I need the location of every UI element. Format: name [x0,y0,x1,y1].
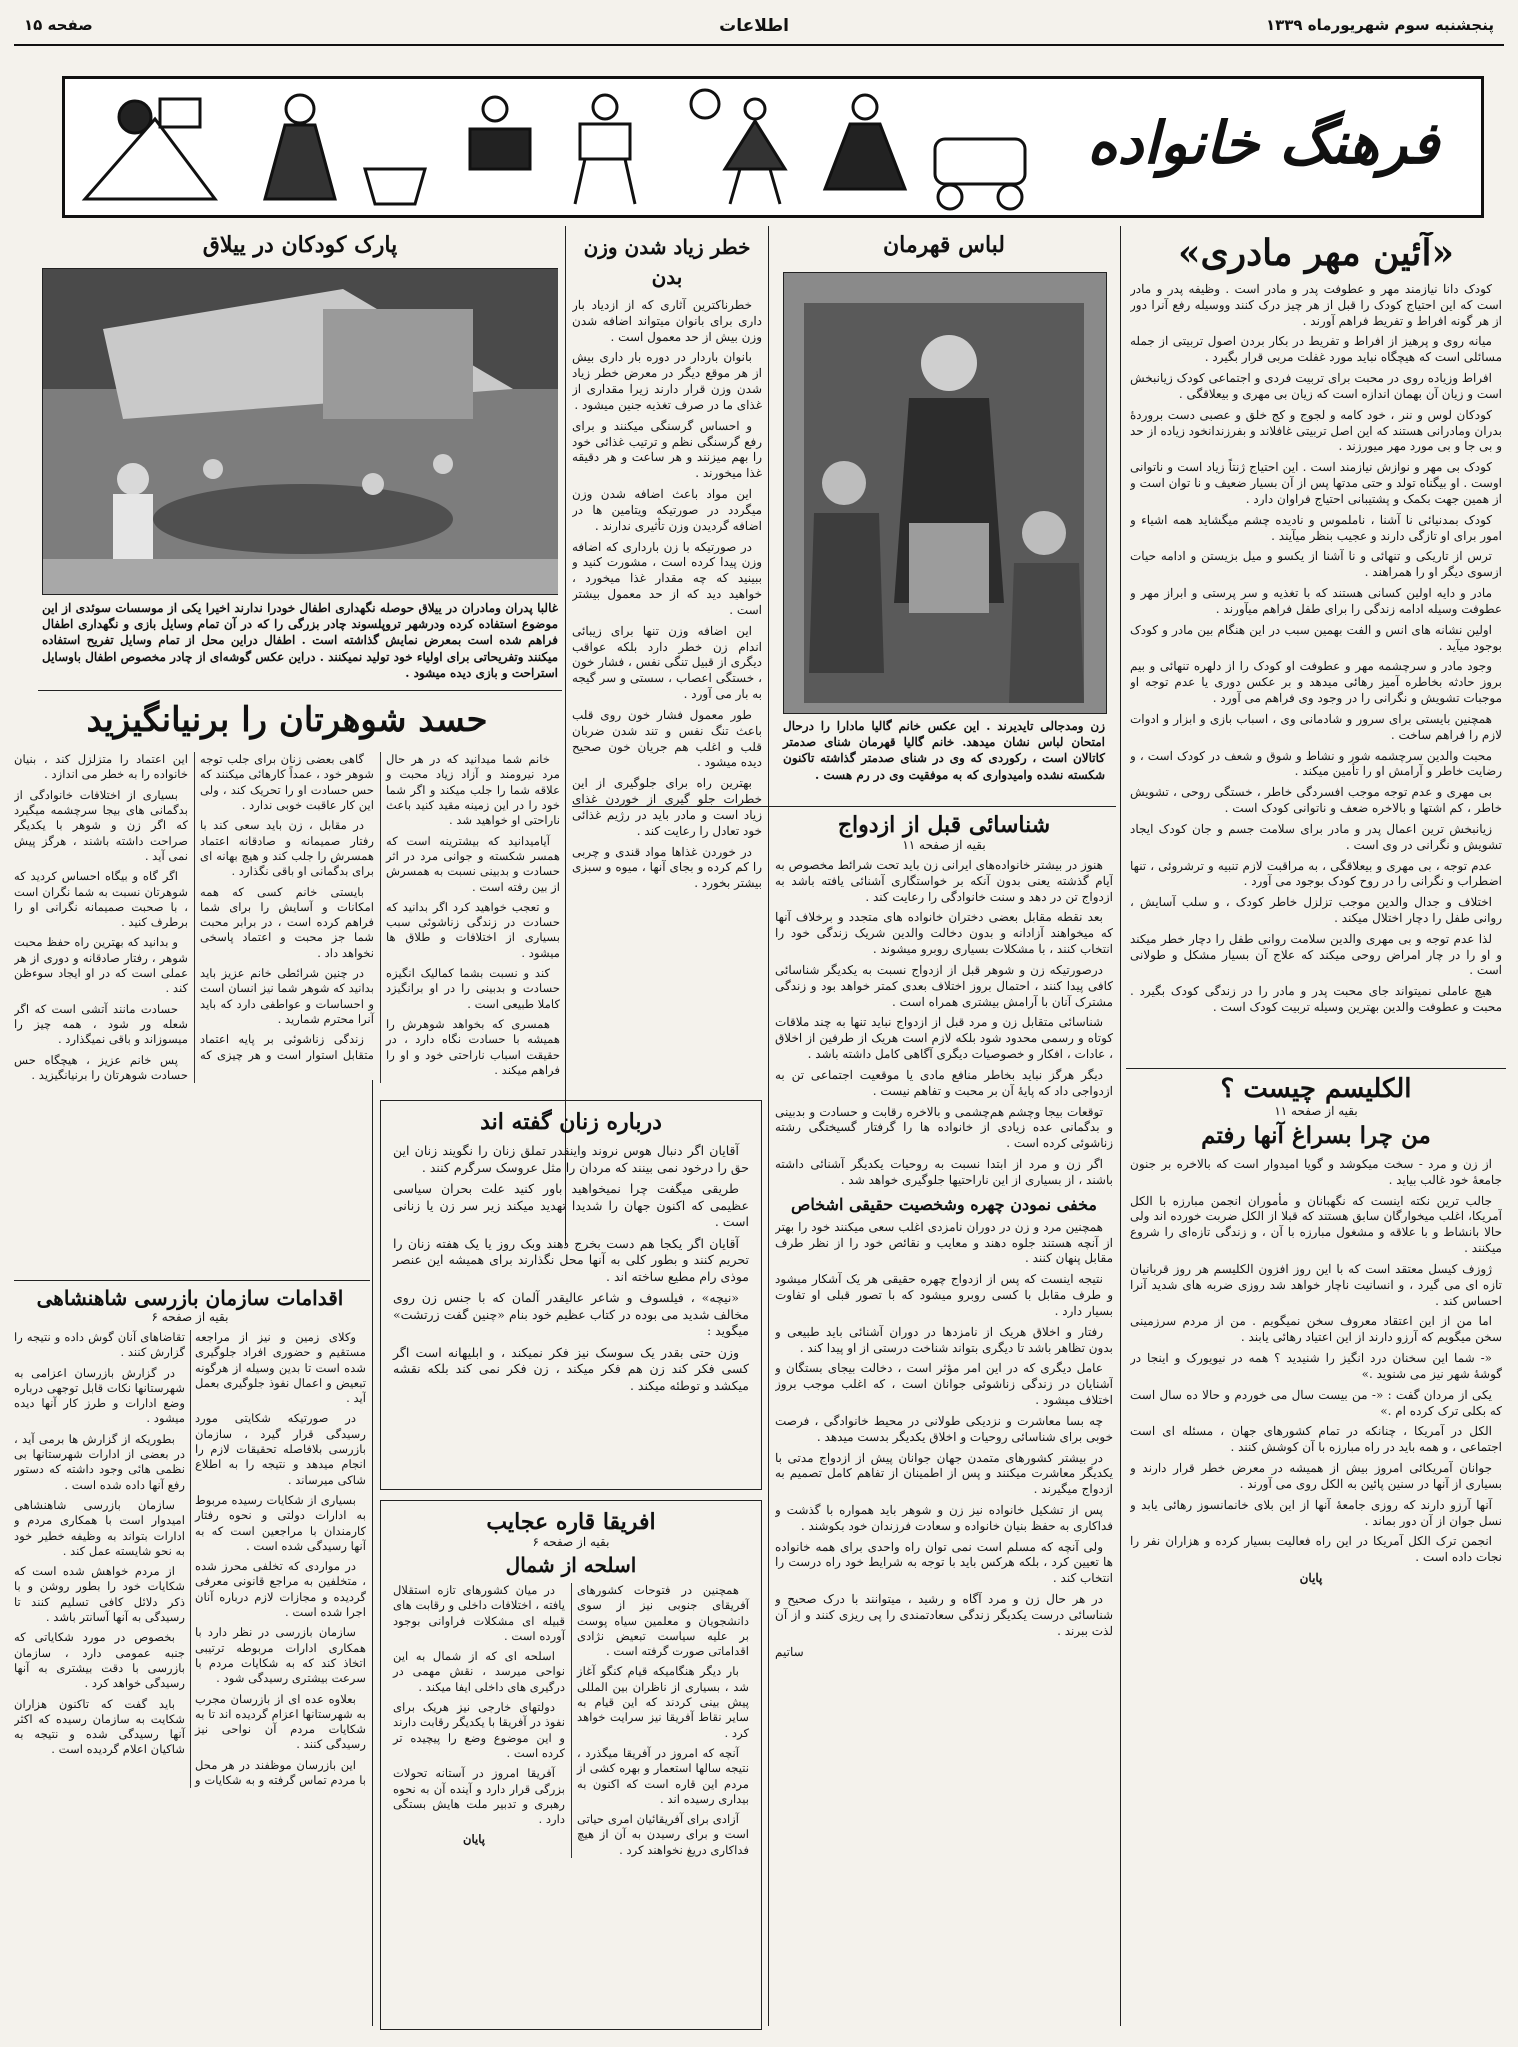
paragraph: کند و نسبت بشما کمالیک انگیزه حسادت و بدبینی را در او برانگیزد کاملا طبیعی است . [386,966,560,1011]
paragraph: در مقابل ، زن باید سعی کند با رفتار صمیمانه و صادقانه اعتماد همسرش را جلب کند و هیچ بهانه ای برای بدگمانی او باقی نگذارد . [200,818,374,879]
paragraph: چه بسا معاشرت و نزدیکی طولانی در محیط خانوادگی ، فرصت خوبی برای شناسائی روحیات و اخلاق یکدیگر بدست میدهد . [775,1413,1113,1444]
article-alcoholism-body [1130,1157,1502,1587]
faces-subheading: مخفی نمودن چهره وشخصیت حقیقی اشخاص [790,1194,1097,1214]
article-women-quotes [380,1100,762,1490]
paragraph: هیچ عاملی نمیتواند جای محبت پدر و مادر را در زندگی کودک بگیرد . محبت و عطوفت والدین بهترین وسیله تربیت کودک است . [1130,984,1502,1015]
paragraph: در مواردی که تخلفی محرز شده ، متخلفین به مراجع قانونی معرفی گردیده و مجازات لازم درباره آنان اجرا شده است . [195,1559,366,1620]
park-caption: غالبا پدران ومادران در ییلاق حوصله نگهداری اطفال خودرا ندارند اخیرا یکی از موسسات سوئدی از این موضوع استفاده کرده ودرشهر تروپلسوند چادر بزرگی را که در آن تمام وسایل بازی و نگهداری اطفال فراهم شده است بمعرض نمایش گذاشته است . اطفال دراین محل از تمام وسایل تفریح استفاده میکنند وتفریحاتی برای اولیاء خود تولید نمیکنند . دراین عکس گوشه‌ای از چادر مخصوص اطفال باوسایل استراحت و بازی دیده میشود . [42,601,558,680]
section-banner [62,76,1484,218]
paragraph: آنچه که امروز در آفریقا میگذرد ، نتیجه سالها استعمار و بهره کشی از مردم این قاره است که اکنون به بیداری رسیده اند . [577,1745,749,1806]
article-weight-title: خطر زیاد شدن وزن بدن [583,235,751,289]
paragraph: کودک بی مهر و نوازش نیازمند است . این احتیاج ژنتاً زیاد است و ناتوانی اوست . او بیگناه تولد و حتی مدتها پس از آن بسیار ضعیف و نا توان است و از همین جهت بکمک و پشتیبانی احتیاج فراوان دارد . [1130,460,1502,506]
paragraph: آنها آرزو دارند که روزی جامعهٔ آنها از این بلای خانمانسوز رهائی یابد و نسل جوان از آن دور بماند . [1130,1497,1502,1528]
paragraph: یکی از مردان گفت : «- من بیست سال می خوردم و حالا ده سال است که بکلی ترک کرده ام .» [1130,1387,1502,1418]
paragraph: همچنین بایستی برای سرور و شادمانی وی ، اسباب بازی و ابزار و ادوات لازم را فراهم ساخت . [1130,711,1502,742]
header-page-number: صفحه ۱۵ [24,16,93,34]
paragraph: توقعات بیجا وچشم هم‌چشمی و بالاخره رقابت و حسادت و بدبینی و بدگمانی عده زیادی از خانواده ها را گرفتار گسیختگی رشته زناشوئی کرده است . [775,1104,1113,1151]
paragraph: محبت والدین سرچشمه شور و نشاط و شوق و شعف در کودک است ، و رضایت خاطر و آرامش او را تأمین میکند . [1130,748,1502,779]
paragraph: گاهی بعضی زنان برای جلب توجه شوهر خود ، عمداً کارهائی میکنند که حس حسادت او را تحریک کند ، ولی این کار عاقبت خوبی ندارد . [200,752,374,813]
paragraph: جوانان آمریکائی امروز بیش از همیشه در معرض خطر قرار دارند و بسیاری از آنها در سنین پائین به الکل روی می آورند . [1130,1461,1502,1491]
banner-title: فرهنگ خانواده [1087,109,1439,177]
article-premarital-title: شناسائی قبل از ازدواج [837,812,1051,838]
paragraph: همچنین مرد و زن در دوران نامزدی اغلب سعی میکنند خود را بهتر از آنچه هستند جلوه دهند و معایب و نقائص خود را از نظر طرف مقابل پنهان کنند . [775,1219,1113,1266]
paragraph: در خوردن غذاها مواد قندی و چربی را کم کرده و بجای آنها ، میوه و سبزی بیشتر بخورد . [572,844,762,891]
paragraph: اسلحه ای که از شمال به این نواحی میرسد ، نقش مهمی در درگیری های داخلی ایفا میکند . [393,1649,565,1694]
paragraph: در میان کشورهای تازه استقلال یافته ، اختلافات داخلی و رقابت های قبیله ای مشکلات فراوانی بوجود آورده است . [393,1583,565,1643]
paragraph: در چنین شرائطی خانم عزیز باید بدانید که شوهر شما نیز انسان است و احساسات و عواطفی دارد که باید آنرا محترم شمارید . [200,966,374,1026]
quote: آقایان اگر یکجا هم دست بخرج دهند وبک روز یا یک هفته زنان را تحریم کنند و بطور کلی به آنها محل نگذارند برای همیشه این عنصر موذی رام مطیع ساخته اند . [393,1235,749,1284]
quote: آقایان اگر دنبال هوس نروند واینقدر تملق زنان را نگویند زنان این حق را درخود نمی بینند که مردان را مثل عروسک سرگرم کنند . [393,1143,749,1175]
continued-note: بقیه از صفحه ۶ [532,1535,610,1549]
paragraph: همچنین در فتوحات کشورهای آفریقای جنوبی نیز از سوی دانشجویان و معلمین سیاه پوست بر علیه سیاست تبعیض نژادی اقداماتی صورت گرفته است . [577,1583,749,1659]
author-signature: ساتیم [775,1644,804,1659]
column-divider-2 [768,226,769,1246]
paragraph: زیانبخش ترین اعمال پدر و مادر برای سلامت جسم و جان کودک ایجاد تشویش و نگرانی در وی است . [1130,821,1502,852]
article-premarital-body [775,858,1113,1189]
paragraph: طور معمول فشار خون روی قلب باعث تنگ نفس و تند شدن ضربان قلب و اغلب هم جریان خون صحیح دیده میشود . [572,707,762,770]
article-women-quotes-body [393,1143,749,1394]
paragraph: عدم توجه ، بی مهری و بیعلاقگی ، به مراقبت لازم تنبیه و ترشروئی ، تنها اضطراب و نگرانی را در روح کودک بوجود می آورد . [1130,858,1502,889]
paragraph: جالب ترین نکته اینست که نگهبانان و مأموران انجمن مبارزه با الکل آمریکا، اغلب میخوارگان سابق هستند که قبلا از الکل ضربت خورده اند ولی حالا بانشاط و با علاقه و مشغول مبارزه با آن ، و زندگی تازه‌ای را شروع میکنند . [1130,1193,1502,1256]
champion-photo [783,272,1107,714]
paragraph: «- شما این سخنان درد انگیز را شنیدید ؟ همه در نیویورک و اینجا در گوشهٔ شهر نیز می شنوید .» [1130,1351,1502,1381]
paragraph: وکلای زمین و نیز از مراجعه مستقیم و حضوری افراد جلوگیری شده است تا بدین وسیله از هرگونه تبعیض و اعمال نفوذ جلوگیری بعمل آید . [195,1330,366,1406]
paragraph: نتیجه اینست که پس از ازدواج چهره حقیقی هر یک آشکار میشود و طرف مقابل با کسی روبرو میشود که با تصور قبلی او تفاوت بسیار دارد . [775,1272,1113,1318]
paragraph: شناسائی متقابل زن و مرد قبل از ازدواج نباید تنها به چند ملاقات کوتاه و رسمی محدود شود بلکه لازم است هریک از طرفین از اخلاق ، عادات ، افکار و خصوصیات دیگری آگاهی کامل داشته باشد . [775,1015,1113,1062]
article-champion-dress-title: لباس قهرمان [883,232,1005,258]
paragraph: مادر و دایه اولین کسانی هستند که با تغذیه و سر پرستی و ابراز مهر و عطوفت وسیله ادامه زندگی را برای طفل فراهم میآورند . [1130,586,1502,616]
paragraph: در صورتیکه شکایتی مورد رسیدگی قرار گیرد ، سازمان بازرسی بلافاصله تحقیقات لازم را انجام میدهد و نتیجه را به اطلاع شاکی میرساند . [195,1411,366,1487]
paragraph: سازمان بازرسی شاهنشاهی امیدوار است با همکاری مردم و ادارات بتواند به وظیفه خطیر خود به نحو شایسته عمل کند . [14,1497,185,1558]
paragraph: اختلاف و جدال والدین موجب تزلزل خاطر کودک ، و سلب آسایش ، روانی طفل را دچار اختلال میکند . [1130,895,1502,925]
paragraph: حسادت مانند آتشی است که اگر شعله ور شود ، همه چیز را میسوزاند و باقی نمیگذارد . [14,1001,188,1047]
article-women-quotes-title: درباره زنان گفته اند [480,1109,662,1135]
article-weight [572,232,762,1062]
banner-illustration [65,79,1075,215]
article-jealousy [14,698,560,1098]
paragraph: وجود مادر و سرچشمه مهر و عطوفت او کودک را از دلهره تنهائی و بیم بروز حادثه بخاطره آمیز رهائی میدهد و بر عکس دوری یا عدم توجه او موجبات تشویش و نگرانی را در وجود وی فراهم می آورد . [1130,659,1502,706]
paragraph: بانوان باردار در دوره بار داری بیش از هر موقع دیگر در معرض خطر زیاد شدن وزن قرار دارند زیرا مقداری از غذای ما در صرف تغذیه جنین میشود . [572,350,762,412]
paragraph: آیامیدانید که بیشترینه است که همسر شکسته و جوانی مرد در اثر حسادت و بدبینی نسبت به همسرش از بین رفته است . [386,833,560,894]
paragraph: دیگر هرگز نباید بخاطر منافع مادی یا موقعیت اجتماعی تن به ازدواجی داد که پایهٔ آن بر محبت و تفاهم نیست . [775,1067,1113,1098]
page-header [14,6,1504,46]
paragraph: عامل دیگری که در این امر مؤثر است ، دخالت بیجای بستگان و آشنایان در زندگی زناشوئی جوانان است ، که اغلب موجب بروز اختلاف میشود . [775,1361,1113,1408]
paragraph: و بدانید که بهترین راه حفظ محبت شوهر ، رفتار صادقانه و دوری از هر عملی است که در او ایجاد سوءظن کند . [14,935,188,996]
paragraph: خانم شما میدانید که در هر حال مرد نیرومند و آزاد زیاد محبت و علاقه شما را جلب میکند و اگر شما خود را در این زمینه مقید کنید باعث ناراحتی او خواهید شد . [386,752,560,828]
paragraph: این مواد باعث اضافه شدن وزن میگردد در صورتیکه ویتامین ها در اضافه گردیدن وزن تأثیری ندارند . [572,487,762,533]
paragraph: از مردم خواهش شده است که شکایات خود را بطور روشن و با ذکر دلائل کافی تسلیم کنند تا رسیدگی به آنها آسانتر باشد . [14,1564,185,1625]
article-alcoholism-subtitle: من چرا بسراغ آنها رفتم [1201,1122,1431,1149]
paragraph: ولی آنچه که مسلم است نمی توان راه واحدی برای همه خانواده ها تعیین کرد ، بلکه هرکس باید با توجه به شرایط خود راه درست را انتخاب کند . [775,1539,1113,1586]
article-africa-body [393,1583,749,1858]
park-photo [42,268,558,595]
separator [38,690,562,691]
paragraph: این بازرسان موظفند در هر محل با مردم تماس گرفته و به شکایات و تقاضاهای آنان گوش داده و نتیجه را گزارش کنند . [14,1330,366,1788]
paragraph: این اضافه وزن تنها برای زیبائی اندام زن خطر دارد بلکه عواقب دیگری از قبیل تنگی نفس ، فشار خون ، خستگی اعصاب ، سستی و سر گیجه به بار می آورد . [572,623,762,702]
paragraph: اگر گاه و بیگاه احساس کردید که شوهرتان نسبت به شما نگران است ، با صحبت صمیمانه نگرانی او را برطرف کنید . [14,869,188,930]
article-jealousy-title: حسد شوهرتان را برنیانگیزید [86,700,488,740]
paragraph: بطوریکه از گزارش ها برمی آید ، در بعضی از ادارات شهرستانها بی نظمی هائی وجود داشته که دستور رفع آنها داده شده است . [14,1431,185,1492]
paragraph: پس از تشکیل خانواده نیز زن و شوهر باید همواره با گذشت و فداکاری به حفظ بنیان خانواده و سعادت فرزندان خود بکوشند . [775,1502,1113,1533]
paragraph: کودکان لوس و ننر ، خود کامه و لجوج و کج خلق و عصبی دست بروردهٔ بدران ومادرانی هستند که این اصل تربیتی غافلاند و بفرزندانخود زیاده از حد و بی جا و بی مورد مهر میورزند . [1130,407,1502,454]
paragraph: درصورتیکه زن و شوهر قبل از ازدواج نسبت به یکدیگر شناسائی کافی پیدا کنند ، احتمال بروز اختلاف بعدی کمتر خواهد بود و زندگی مشترک آنان با آرامش بیشتری همراه است . [775,962,1113,1009]
article-jealousy-body [14,752,560,1083]
champion-caption: زن ومدجالی تایدیرند . این عکس خانم گالیا مادارا را درحال امتحان لباس نشان میدهد. خانم گالیا قهرمان شنای صدمتر کاتالان است ، رکوردی که وی در شنای صدمتر گذاشته تاکنون شکسته نشده وامیدواری که به موفقیت وی در رم هست . [783,719,1105,782]
paragraph: کودک بمدنیائی نا آشنا ، ناملموس و نادیده چشم میگشاید همه اشیاء و امور برای او تازگی دارند و عجیب بنظر میآیند . [1130,512,1502,543]
paragraph: در بیشتر کشورهای متمدن جهان جوانان پیش از ازدواج مدتی با یکدیگر معاشرت میکنند و پس از اطمینان از تفاهم کامل تصمیم به ازدواج میگیرند . [775,1450,1113,1497]
paragraph: بهترین راه برای جلوگیری از این خطرات جلو گیری از خوردن غذای زیاد است و مادر باید در رژیم غذائی خود تعادل را رعایت کند . [572,776,762,838]
paragraph: ژوزف کیسل معتقد است که با این روز افزون الکلیسم هر روز قربانیان تازه ای می گیرد ، و انسانیت ناچار خواهد شد روزی ضربه های شدید آنرا احساس کند . [1130,1261,1502,1308]
faces-body [775,1220,1113,1661]
paragraph: بعد نقطه مقابل بعضی دختران خانواده های متجدد و برخلاف آنها که میخواهند آزادانه و بدون دخالت والدین شریک زندگی خود را انتخاب کنند ، با مشکلات بسیاری روبرو میشوند . [775,910,1113,957]
article-africa [380,1500,762,2030]
paragraph: در گزارش بازرسان اعزامی به شهرستانها نکات قابل توجهی درباره وضع ادارات و طرز کار آنها دیده میشود . [14,1365,185,1426]
paragraph: هنوز در بیشتر خانواده‌های ایرانی زن باید تحت شرائط مخصوص به آیام گذشته یعنی بدون آنکه بر خواستگاری آشنائی یافته باشد به ازدواج تن در دهد و سنت خانوادگی را رعایت کند . [775,858,1113,904]
article-alcoholism-title: الکلیسم چیست ؟ [1220,1074,1412,1104]
paragraph: دولتهای خارجی نیز هریک برای نفوذ در آفریقا با یکدیگر رقابت دارند و این موضوع وضع را پیچیده تر کرده است . [393,1700,565,1760]
paragraph: پس خانم عزیز ، هیچگاه حس حسادت شوهرتان را برنیانگیزید . [14,1052,188,1082]
paragraph: از زن و مرد - سخت میکوشد و گویا امیدوار است که بالاخره بر جنون جامعهٔ خود غالب بیاید . [1130,1157,1502,1187]
article-inspection-body [14,1330,366,1788]
article-inspection [14,1286,366,2031]
paragraph: همسری که بخواهد شوهرش را همیشه با حسادت نگاه دارد ، در حقیقت اسباب ناراحتی خود و او را فراهم میکند . [386,1016,560,1077]
header-paper-name: اطلاعات [719,16,789,36]
paragraph: خطرناکترین آثاری که از ازدیاد بار داری برای بانوان میتواند اضافه شدن وزن بیش از حد معمول است . [572,298,762,344]
paragraph: رفتار و اخلاق هریک از نامزدها در دوران آشنائی باید طبیعی و بدون تظاهر باشد تا دیگری بتواند شناخت درستی از او پیدا کند . [775,1324,1113,1355]
article-premarital [775,812,1113,2027]
quote: طریقی میگفت چرا نمیخواهید باور کنید علت بحران سیاسی عظیمی که اکنون جهان را شدیدا تهدید میکند زیر سر زن یا زنانی است . [393,1181,749,1229]
continued-note: بقیه از صفحه ۱۱ [1274,1104,1358,1118]
champion-photo-image [784,273,1106,713]
separator [14,1280,370,1281]
paragraph: و تعجب خواهید کرد اگر بدانید که حسادت در زندگی زناشوئی سبب بسیاری از اختلافات و طلاق ها میشود . [386,899,560,960]
article-africa-title: افریقا قاره عجایب [486,1509,656,1535]
paragraph: ترس از تاریکی و تنهائی و نا آشنا از یکسو و میل بزیستن و ادامه حیات ازسوی دیگر او را همراهند . [1130,549,1502,580]
paragraph: اگر زن و مرد از ابتدا نسبت به روحیات یکدیگر آشنائی داشته باشند ، از بسیاری از این ناراحتیها جلوگیری خواهد شد . [775,1157,1113,1187]
article-alcoholism [1130,1074,1502,2034]
paragraph: بعلاوه عده ای از بازرسان مجرب به شهرستانها اعزام گردیده اند تا به شکایات مردم آن نواحی نیز رسیدگی کنند . [195,1691,366,1752]
quote: «نیچه» ، فیلسوف و شاعر عالیقدر آلمان که با جنس زن روی مخالف شدید می بوده در کتاب عظیم خود بنام «چنین گفت زرتشت» میگوید : [393,1290,749,1338]
article-weight-body [572,298,762,892]
paragraph: بایستی خانم کسی که همه امکانات و آسایش را برای شما فراهم کرده است ، در برابر محبت شما جز محبت و اعتماد پاسخی نخواهد داد . [200,884,374,960]
paragraph: بی مهری و عدم توجه موجب افسردگی خاطر ، خستگی روحی ، تشویش خاطر ، کم اشتها و بالاخره ضعف و ناتوانی کودک است . [1130,785,1502,816]
column-divider-4 [768,1246,769,2026]
paragraph: باید گفت که تاکنون هزاران شکایت به سازمان رسیده که اکثر آنها رسیدگی شده و نتیجه به شاکیان اعلام گردیده است . [14,1696,185,1757]
quote: وزن حتی بقدر یک سوسک نیز فکر نمیکند ، و ابلیهانه است اگر کسی فکر کند زن هم فکر میکند ، زن فکر نمی کند بلکه نقشه میکشد و توطئه میکند . [393,1344,749,1393]
paragraph: اما من از این اعتقاد معروف سخن نمیگویم . من از مردم سرزمینی سخن میگویم که آرزو دارند از این اعتیاد رهائی یابند . [1130,1314,1502,1345]
paragraph: سازمان بازرسی در نظر دارد با همکاری ادارات مربوطه ترتیبی اتخاذ کند که به شکایات مردم با سرعت بیشتری رسیدگی شود . [195,1625,366,1686]
column-divider-3 [565,226,566,1246]
park-photo-image [43,269,558,594]
article-champion-dress [775,232,1113,802]
paragraph: و احساس گرسنگی میکنند و برای رفع گرسنگی نظم و ترتیب غذائی خود را بهم میزنند و هر ساعت و هر دقیقه غذا میخورند . [572,418,762,481]
article-maternal-love [1130,232,1502,1052]
continued-note: بقیه از صفحه ۶ [151,1310,229,1324]
paragraph: میانه روی و پرهیز از افراط و تفریط در بکار بردن اصول تربیتی از جمله مسائلی است که هیچگاه نباید مورد غفلت مربی قرار بگیرد . [1130,334,1502,365]
article-end: پایان [1299,1571,1323,1586]
article-maternal-love-title: «آئین مهر مادری» [1178,232,1454,274]
paragraph: بخصوص در مورد شکایاتی که جنبه عمومی دارد ، سازمان بازرسی با دقت بیشتری به آنها رسیدگی خواهد کرد . [14,1630,185,1691]
paragraph: آزادی برای آفریقائیان امری حیاتی است و برای رسیدن به آن از هیچ فداکاری دریغ نخواهند کرد . [577,1812,749,1857]
paragraph: در هر حال زن و مرد آگاه و رشید ، میتوانند با درک صحیح و شناسائی درست یکدیگر زندگی سعادتمندی را پی ریزی کنند و از آن لذت ببرند . [775,1592,1113,1638]
paragraph: بسیاری از شکایات رسیده مربوط به ادارات دولتی و نحوه رفتار کارمندان با مراجعین است که به آنها رسیدگی شده است . [195,1492,366,1553]
paragraph: آفریقا امروز در آستانه تحولات بزرگی قرار دارد و آینده آن به نحوه رهبری و تدبیر ملت هایش بستگی دارد . [393,1766,565,1827]
paragraph: در صورتیکه با زن بارداری که اضافه وزن پیدا کرده است ، مشورت کنید و ببینید که چه مقدار غذا میخورد ، خواهید دید که از حد معمول بیشتر است . [572,539,762,617]
paragraph: زندگی زناشوئی بر پایه اعتماد متقابل استوار است و هر چیزی که این اعتماد را متزلزل کند ، بنیان خانواده را به خطر می اندازد . [14,752,374,1062]
article-park [42,232,558,692]
paragraph: بسیاری از اختلافات خانوادگی از بدگمانی های بیجا سرچشمه میگیرد که اگر زن و شوهر با یکدیگر صراحت داشته باشند ، هرگز پیش نمی آید . [14,787,188,863]
paragraph: الکل در آمریکا ، چنانکه در تمام کشورهای جهان ، مسئله ای است اجتماعی ، و همه باید در راه مبارزه با آن کوشش کنند . [1130,1424,1502,1455]
header-date: پنجشنبه سوم شهریورماه ۱۳۳۹ [1265,16,1494,34]
paragraph: افراط وزیاده روی در محبت برای تربیت فردی و اجتماعی کودک زیانبخش است و زیان آن بهمان اندازه است که زیان بی مهری و بیعلاقگی . [1130,371,1502,401]
paragraph: بار دیگر هنگامیکه قیام کنگو آغاز شد ، بسیاری از ناظران بین المللی پیش بینی کردند که این قیام به سایر نقاط آفریقا نیز سرایت خواهد کرد . [577,1664,749,1740]
paragraph: لذا عدم توجه و بی مهری والدین سلامت روانی طفل را دچار خطر میکند و او را در چار امراض روحی میکند که علاج آن بسیار مشکل و طولانی است . [1130,931,1502,978]
article-inspection-title: اقدامات سازمان بازرسی شاهنشاهی [36,1286,344,1310]
article-park-title: پارک کودکان در ییلاق [202,232,398,258]
article-end: پایان [462,1832,486,1847]
article-africa-subtitle: اسلحه از شمال [505,1553,637,1577]
article-maternal-love-body [1130,282,1502,1016]
separator [1126,1068,1506,1069]
paragraph: انجمن ترک الکل آمریکا در این راه فعالیت بسیار کرده و هزاران نفر را نجات داده است . [1130,1534,1502,1565]
paragraph: اولین نشانه های انس و الفت بهمین سبب در این هنگام بین مادر و کودک بوجود میآید . [1130,622,1502,653]
paragraph: کودک دانا نیازمند مهر و عطوفت پدر و مادر است . وظیفه پدر و مادر است که این احتیاج کودک را قبل از هر چیز درک کنند ووسیله رفع آنرا دور از هر گونه افراط و تفریط فراهم آورند . [1130,282,1502,328]
column-divider-1 [1120,226,1121,2026]
column-divider-5 [372,1080,373,2026]
continued-note: بقیه از صفحه ۱۱ [902,838,986,852]
